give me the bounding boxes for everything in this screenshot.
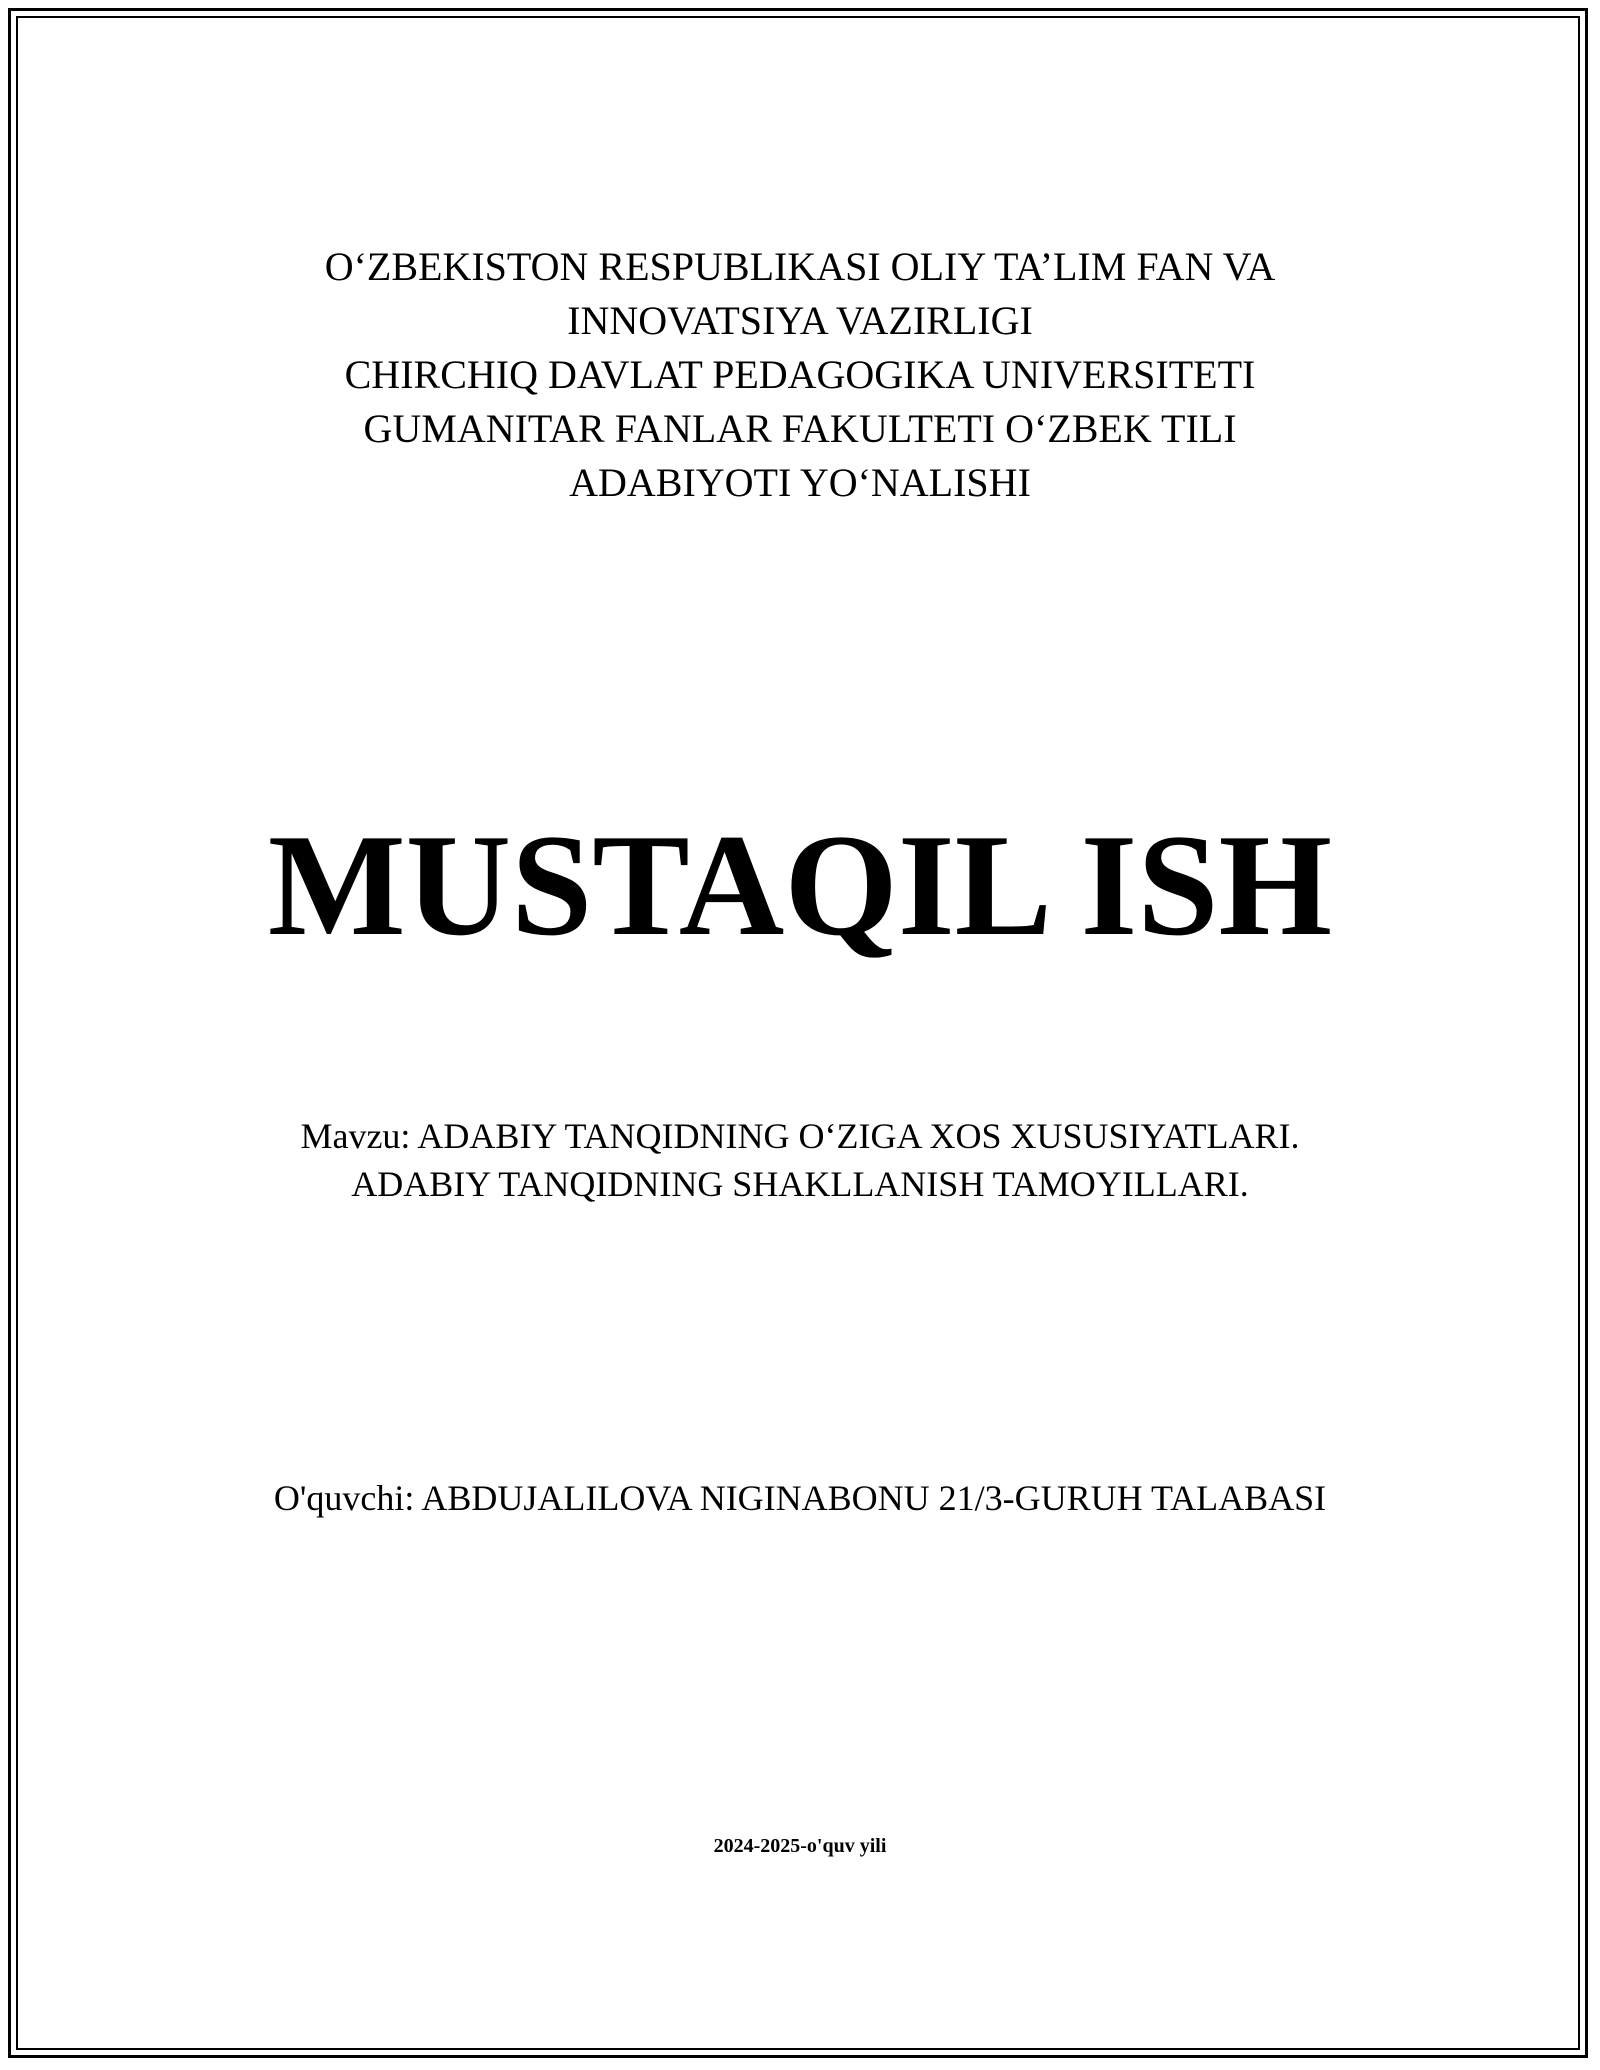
header-line: GUMANITAR FANLAR FAKULTETI O‘ZBEK TILI [363,406,1237,451]
topic-block [0,1112,1600,1208]
student-info: O'quvchi: ABDUJALILOVA NIGINABONU 21/3-GURUH TALABASI [273,1478,1327,1518]
topic-line: Mavzu: ADABIY TANQIDNING O‘ZIGA XOS XUSUSIYATLARI. [300,1116,1300,1156]
topic-line: ADABIY TANQIDNING SHAKLLANISH TAMOYILLARI. [351,1164,1249,1204]
header-line: INNOVATSIYA VAZIRLIGI [567,298,1033,343]
header-line: O‘ZBEKISTON RESPUBLIKASI OLIY TA’LIM FAN VA [324,244,1276,289]
document-title: MUSTAQIL ISH [267,804,1333,966]
header-line: ADABIYOTI YO‘NALISHI [569,460,1031,505]
institution-header [0,240,1600,510]
header-line: CHIRCHIQ DAVLAT PEDAGOGIKA UNIVERSITETI [344,352,1256,397]
academic-year: 2024-2025-o'quv yili [713,1835,887,1857]
